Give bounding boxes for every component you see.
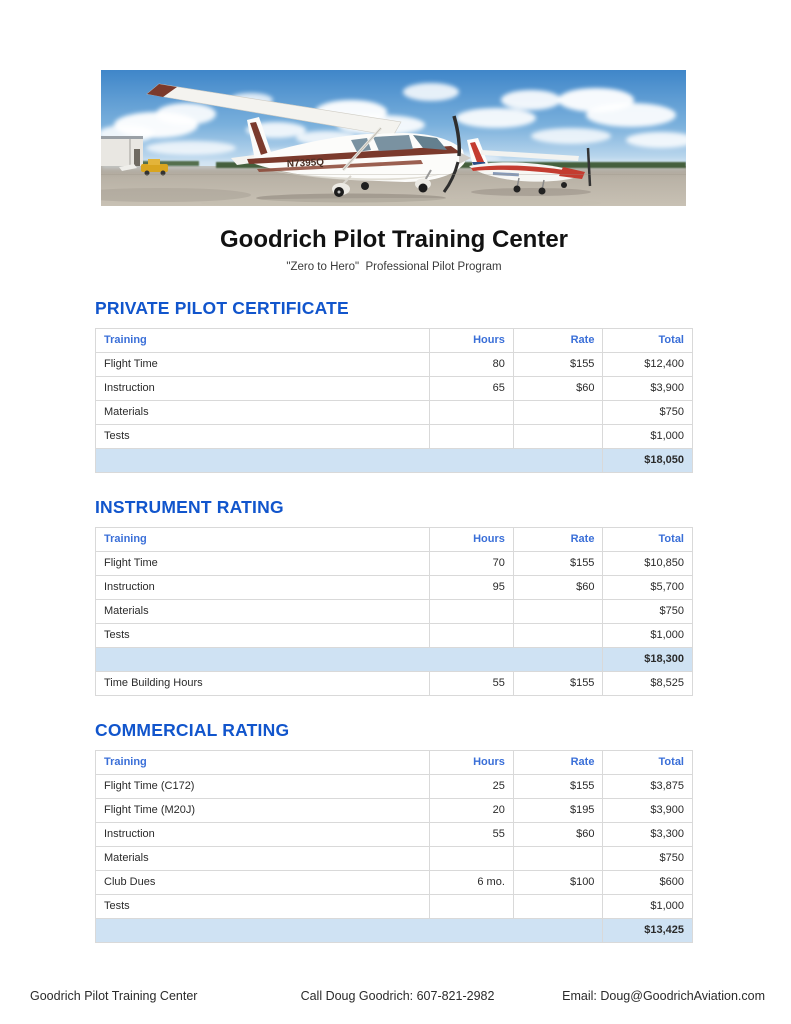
table-cell: 80 — [430, 353, 514, 377]
table-cell: $3,900 — [603, 377, 693, 401]
table-cell — [96, 449, 603, 473]
page-footer — [30, 989, 765, 1003]
column-header: Total — [603, 329, 693, 353]
table-cell: 20 — [430, 799, 514, 823]
table-cell: $60 — [513, 377, 603, 401]
section-heading: COMMERCIAL RATING — [95, 720, 290, 740]
rating-table — [95, 328, 693, 473]
table-cell — [430, 895, 514, 919]
rating-sections — [95, 298, 693, 943]
table-cell: 25 — [430, 775, 514, 799]
table-cell — [96, 919, 603, 943]
table-cell: Flight Time (C172) — [96, 775, 430, 799]
table-row — [96, 871, 693, 895]
table-cell: Flight Time — [96, 353, 430, 377]
table-cell: Materials — [96, 847, 430, 871]
table-header-row — [96, 329, 693, 353]
rating-table — [95, 750, 693, 943]
table-row — [96, 775, 693, 799]
column-header: Rate — [513, 528, 603, 552]
total-value: $18,050 — [603, 449, 693, 473]
table-cell: $155 — [513, 552, 603, 576]
table-cell: $195 — [513, 799, 603, 823]
table-cell — [513, 624, 603, 648]
table-cell — [430, 425, 514, 449]
table-cell: $100 — [513, 871, 603, 895]
table-cell: $750 — [603, 401, 693, 425]
table-cell: $3,900 — [603, 799, 693, 823]
table-cell: $10,850 — [603, 552, 693, 576]
table-cell: $155 — [513, 672, 603, 696]
column-header: Total — [603, 751, 693, 775]
table-cell — [513, 847, 603, 871]
total-row — [96, 648, 693, 672]
table-row — [96, 847, 693, 871]
rating-section — [95, 497, 693, 696]
table-cell: $155 — [513, 775, 603, 799]
column-header: Training — [96, 751, 430, 775]
table-cell: Flight Time — [96, 552, 430, 576]
section-heading: INSTRUMENT RATING — [95, 497, 284, 517]
table-cell — [513, 600, 603, 624]
column-header: Total — [603, 528, 693, 552]
table-row — [96, 600, 693, 624]
table-cell: 70 — [430, 552, 514, 576]
table-cell: 55 — [430, 672, 514, 696]
table-cell — [430, 600, 514, 624]
table-cell: $3,300 — [603, 823, 693, 847]
table-cell: Instruction — [96, 377, 430, 401]
table-cell: 95 — [430, 576, 514, 600]
header-photo — [101, 70, 686, 206]
total-row — [96, 449, 693, 473]
table-cell: Tests — [96, 425, 430, 449]
footer-company-name: Goodrich Pilot Training Center — [30, 989, 198, 1003]
total-row — [96, 919, 693, 943]
column-header: Hours — [430, 751, 514, 775]
table-cell: $12,400 — [603, 353, 693, 377]
table-cell: $600 — [603, 871, 693, 895]
table-header-row — [96, 528, 693, 552]
column-header: Hours — [430, 528, 514, 552]
table-row — [96, 353, 693, 377]
header-photo-frame — [101, 70, 686, 206]
table-row — [96, 799, 693, 823]
table-cell: $1,000 — [603, 425, 693, 449]
table-row — [96, 624, 693, 648]
table-cell: $750 — [603, 600, 693, 624]
tail-number-text: N7395Q — [286, 157, 325, 170]
rating-table — [95, 527, 693, 696]
section-heading: PRIVATE PILOT CERTIFICATE — [95, 298, 349, 318]
column-header: Rate — [513, 329, 603, 353]
table-cell — [430, 401, 514, 425]
table-cell: Flight Time (M20J) — [96, 799, 430, 823]
table-cell: Tests — [96, 895, 430, 919]
table-cell: $60 — [513, 576, 603, 600]
table-row — [96, 401, 693, 425]
total-value: $13,425 — [603, 919, 693, 943]
table-row — [96, 576, 693, 600]
page-subtitle: "Zero to Hero" Professional Pilot Program — [286, 261, 502, 273]
table-cell — [513, 401, 603, 425]
column-header: Training — [96, 329, 430, 353]
table-cell — [430, 847, 514, 871]
table-cell: $750 — [603, 847, 693, 871]
total-value: $18,300 — [603, 648, 693, 672]
table-cell: Tests — [96, 624, 430, 648]
table-cell: $8,525 — [603, 672, 693, 696]
table-cell — [430, 624, 514, 648]
footer-email: Email: Doug@GoodrichAviation.com — [562, 989, 765, 1003]
table-row — [96, 672, 693, 696]
table-cell: Club Dues — [96, 871, 430, 895]
table-cell — [513, 425, 603, 449]
table-row — [96, 377, 693, 401]
table-row — [96, 895, 693, 919]
table-row — [96, 823, 693, 847]
table-cell — [96, 648, 603, 672]
table-cell: 65 — [430, 377, 514, 401]
table-cell: Time Building Hours — [96, 672, 430, 696]
table-cell: Instruction — [96, 576, 430, 600]
rating-section — [95, 720, 693, 943]
table-row — [96, 425, 693, 449]
footer-phone: Call Doug Goodrich: 607-821-2982 — [300, 989, 495, 1003]
page-title: Goodrich Pilot Training Center — [219, 226, 569, 253]
table-row — [96, 552, 693, 576]
column-header: Hours — [430, 329, 514, 353]
hangar-building — [101, 136, 143, 166]
table-cell: $3,875 — [603, 775, 693, 799]
table-cell: $1,000 — [603, 624, 693, 648]
table-cell — [513, 895, 603, 919]
table-header-row — [96, 751, 693, 775]
table-cell: $155 — [513, 353, 603, 377]
table-cell: 6 mo. — [430, 871, 514, 895]
table-cell: $60 — [513, 823, 603, 847]
rating-section — [95, 298, 693, 473]
column-header: Training — [96, 528, 430, 552]
table-cell: $5,700 — [603, 576, 693, 600]
table-cell: 55 — [430, 823, 514, 847]
table-cell: Materials — [96, 600, 430, 624]
table-cell: Instruction — [96, 823, 430, 847]
table-cell: Materials — [96, 401, 430, 425]
column-header: Rate — [513, 751, 603, 775]
table-cell: $1,000 — [603, 895, 693, 919]
document-content — [95, 70, 693, 943]
